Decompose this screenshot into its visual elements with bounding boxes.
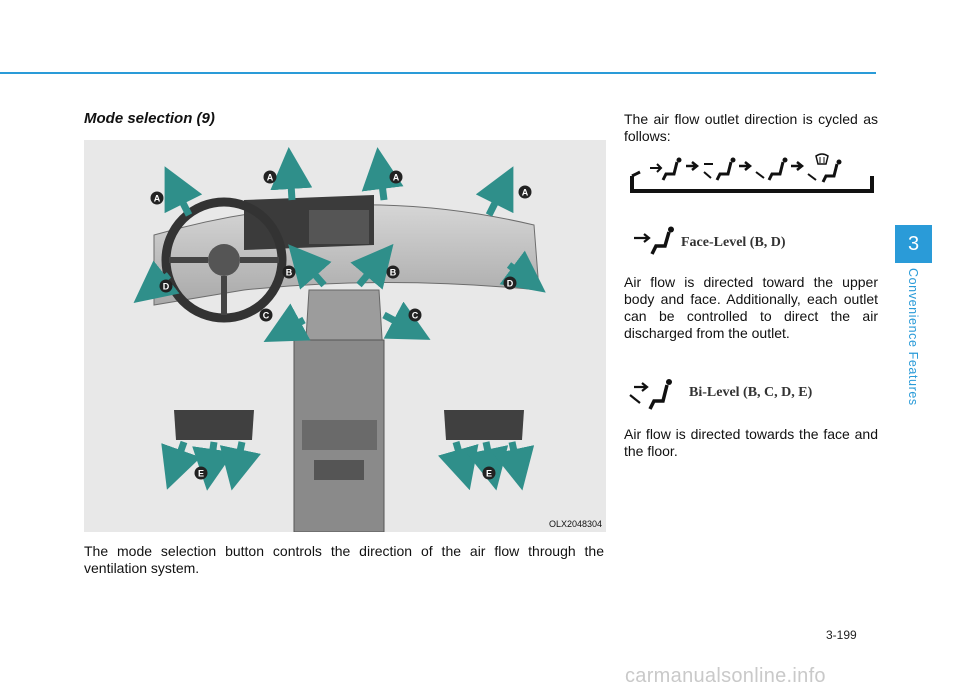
section-title: Mode selection (9) [84,110,215,127]
figure-code: OLX2048304 [548,519,602,529]
cycle-intro: The air flow outlet direction is cycled as follows: [624,111,878,144]
cycle-arrow-icon [632,172,640,176]
callout-e [483,467,496,480]
svg-text:B: B [285,267,293,278]
chapter-name: Convenience Features [906,268,920,406]
cycle-arrow-icon [791,162,802,170]
callout-e [195,467,208,480]
svg-text:A: A [266,172,274,183]
cycle-arrow-icon [686,162,697,170]
callout-c [260,309,273,322]
page-number: 3-199 [826,628,857,642]
svg-text:D: D [162,281,170,292]
callout-d [504,277,517,290]
face-level-icon [632,226,676,256]
mode-cycle-diagram [626,150,878,200]
svg-text:E: E [485,468,493,479]
bi-level-icon [628,377,676,411]
callout-a [390,171,403,184]
svg-text:A: A [153,193,161,204]
face-level-description: Air flow is directed toward the upper body and face. Additionally, each outlet can be controlled to direct the air discharged from the outlet. [624,274,878,341]
svg-text:A: A [392,172,400,183]
callout-d [160,280,173,293]
svg-text:B: B [389,267,397,278]
svg-text:C: C [262,310,270,321]
bi-level-title: Bi-Level (B, C, D, E) [689,385,813,400]
face-level-title: Face-Level (B, D) [681,235,786,250]
mix-defrost-icon [808,154,842,182]
svg-text:A: A [521,187,529,198]
callout-b [387,266,400,279]
face-level-icon [650,158,682,181]
site-watermark: carmanualsonline.info [625,665,826,687]
callout-labels [84,140,606,532]
bi-level-description: Air flow is directed towards the face and the floor. [624,426,878,459]
cycle-arrow-icon [739,162,750,170]
header-rule [0,72,876,74]
callout-a [519,186,532,199]
callout-c [409,309,422,322]
callout-a [151,192,164,205]
floor-level-icon [756,158,788,181]
svg-text:D: D [506,278,514,289]
svg-text:C: C [411,310,419,321]
callout-a [264,171,277,184]
chapter-number-tab: 3 [895,225,932,263]
svg-text:E: E [197,468,205,479]
dashboard-airflow-illustration [84,140,606,532]
bi-level-icon [704,158,736,181]
callout-b [283,266,296,279]
mode-selection-description: The mode selection button controls the direction of the air flow through the ventilation system. [84,543,604,576]
